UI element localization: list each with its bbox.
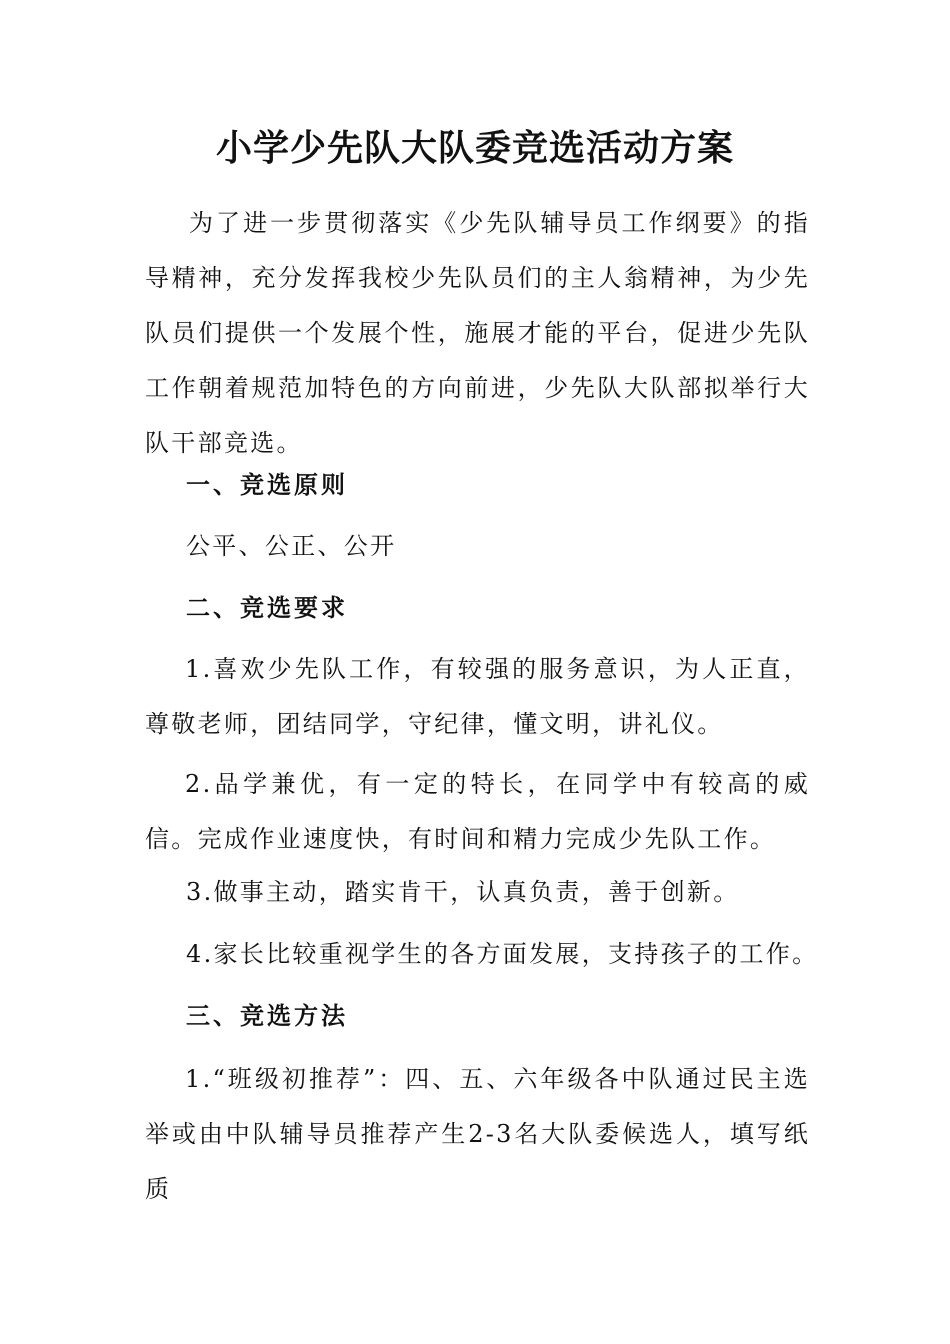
section-heading-principles: 一、竞选原则 [186,470,348,499]
principles-text: 公平、公正、公开 [186,532,397,560]
section-heading-methods: 三、竞选方法 [186,1001,348,1030]
requirement-item-3: 3.做事主动，踏实肯干，认真负责，善于创新。 [186,878,740,906]
requirement-item-2: 2.品学兼优，有一定的特长，在同学中有较高的威信。完成作业速度快，有时间和精力完成少先队工作。 [145,770,810,853]
section-heading-requirements: 二、竞选要求 [186,593,348,622]
requirement-item-4: 4.家长比较重视学生的各方面发展，支持孩子的工作。 [186,940,819,968]
document-title: 小学少先队大队委竞选活动方案 [215,127,734,169]
intro-paragraph: 为了进一步贯彻落实《少先队辅导员工作纲要》的指导精神，充分发挥我校少先队员们的主人翁精神，为少先队员们提供一个发展个性，施展才能的平台，促进少先队工作朝着规范加特色的方向前进，少先队大队部拟举行大队干部竞选。 [145,209,810,457]
requirement-item-1: 1.喜欢少先队工作，有较强的服务意识，为人正直，尊敬老师，团结同学，守纪律，懂文明，讲礼仪。 [145,655,810,738]
method-item-1: 1.“班级初推荐”：四、五、六年级各中队通过民主选举或由中队辅导员推荐产生2-3名大队委候选人，填写纸质 [145,1065,810,1203]
